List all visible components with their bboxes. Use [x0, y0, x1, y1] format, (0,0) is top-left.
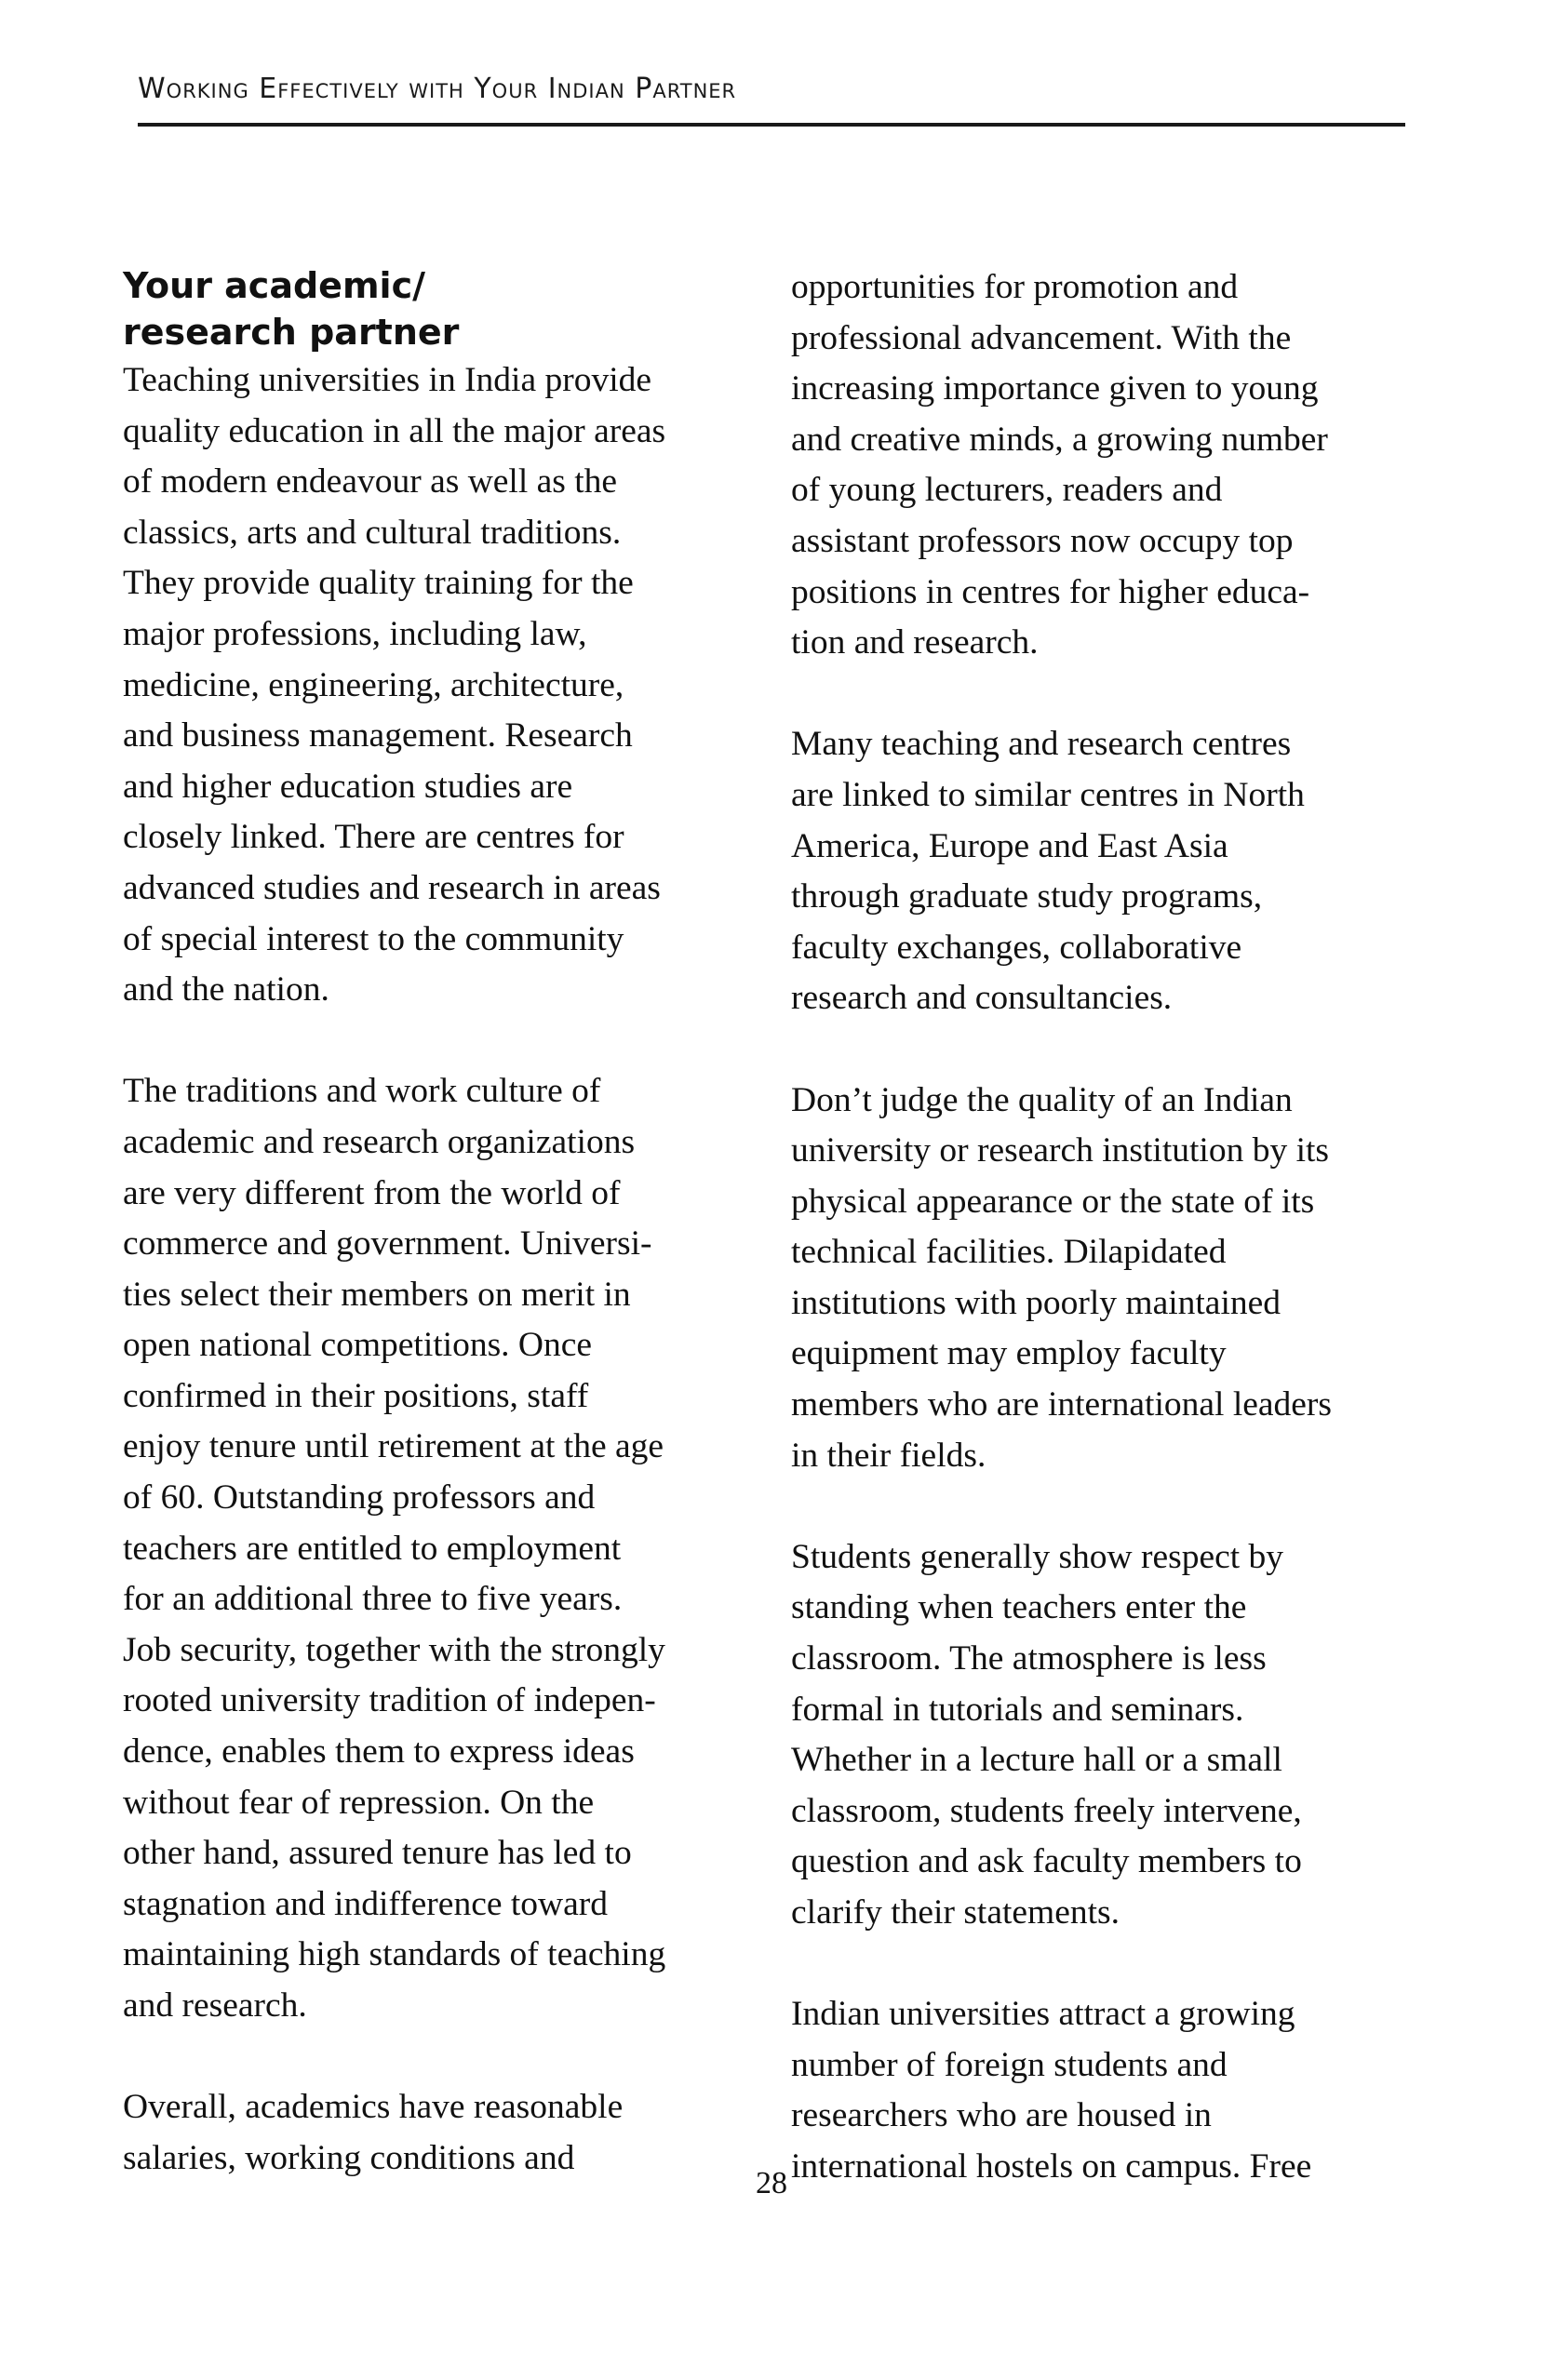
header-rule: [138, 123, 1405, 127]
page-number: 28: [756, 2166, 787, 2200]
paragraph-right-3: Don’t judge the quality of an Indian university or research institution by its physical appearance or the state of its technical facilities. Dilapidated institutions with poorly maintained equipment may employ faculty members who are international leaders in their fields.: [791, 1080, 1333, 1475]
paragraph-left-1: Teaching universities in India provide quality education in all the major areas of modern endeavour as well as the classics, arts and cultural traditions. They provide quality training for the major professions, including law, medicine, engineering, architecture, and business management. Research and higher education studies are closely linked. There are centres for advanced studies and research in areas of special interest to the community and the nation.: [123, 361, 666, 1009]
right-column: [791, 262, 1433, 2193]
paragraph-left-2: The traditions and work culture of academic and research organizations are very different from the world of commerce and government. Universi- ties select their members on merit in open national competitions. Once confirmed in their positions, staff enjoy tenure until retirement at the age of 60. Outstanding professors and teachers are entitled to employment for an additional three to five years. Job security, together with the strongly rooted university tradition of indepen- dence, enables them to express ideas without fear of repression. On the other hand, assured tenure has led to stagnation and indifference toward maintaining high standards of teaching and research.: [123, 1072, 666, 2025]
section-heading: Your academic/ research partner: [123, 265, 460, 353]
paragraph-left-3: Overall, academics have reasonable salaries, working conditions and: [123, 2088, 624, 2177]
paragraph-right-5: Indian universities attract a growing number of foreign students and researchers who are housed in international hostels on campus. Free: [791, 1995, 1312, 2186]
left-column: [123, 262, 765, 2184]
running-head: Working Effectively with Your Indian Partner: [138, 73, 737, 105]
paragraph-right-1: opportunities for promotion and professional advancement. With the increasing importance given to young and creative minds, a growing number of young lecturers, readers and assistant professors now occupy top positions in centres for higher educa- tion and research.: [791, 268, 1328, 662]
paragraph-right-2: Many teaching and research centres are linked to similar centres in North America, Europe and East Asia through graduate study programs, faculty exchanges, collaborative research and consultancies.: [791, 725, 1305, 1018]
paragraph-right-4: Students generally show respect by standing when teachers enter the classroom. The atmosphere is less formal in tutorials and seminars. Whether in a lecture hall or a small classroom, students freely intervene, question and ask faculty members to clarify their statements.: [791, 1537, 1302, 1932]
